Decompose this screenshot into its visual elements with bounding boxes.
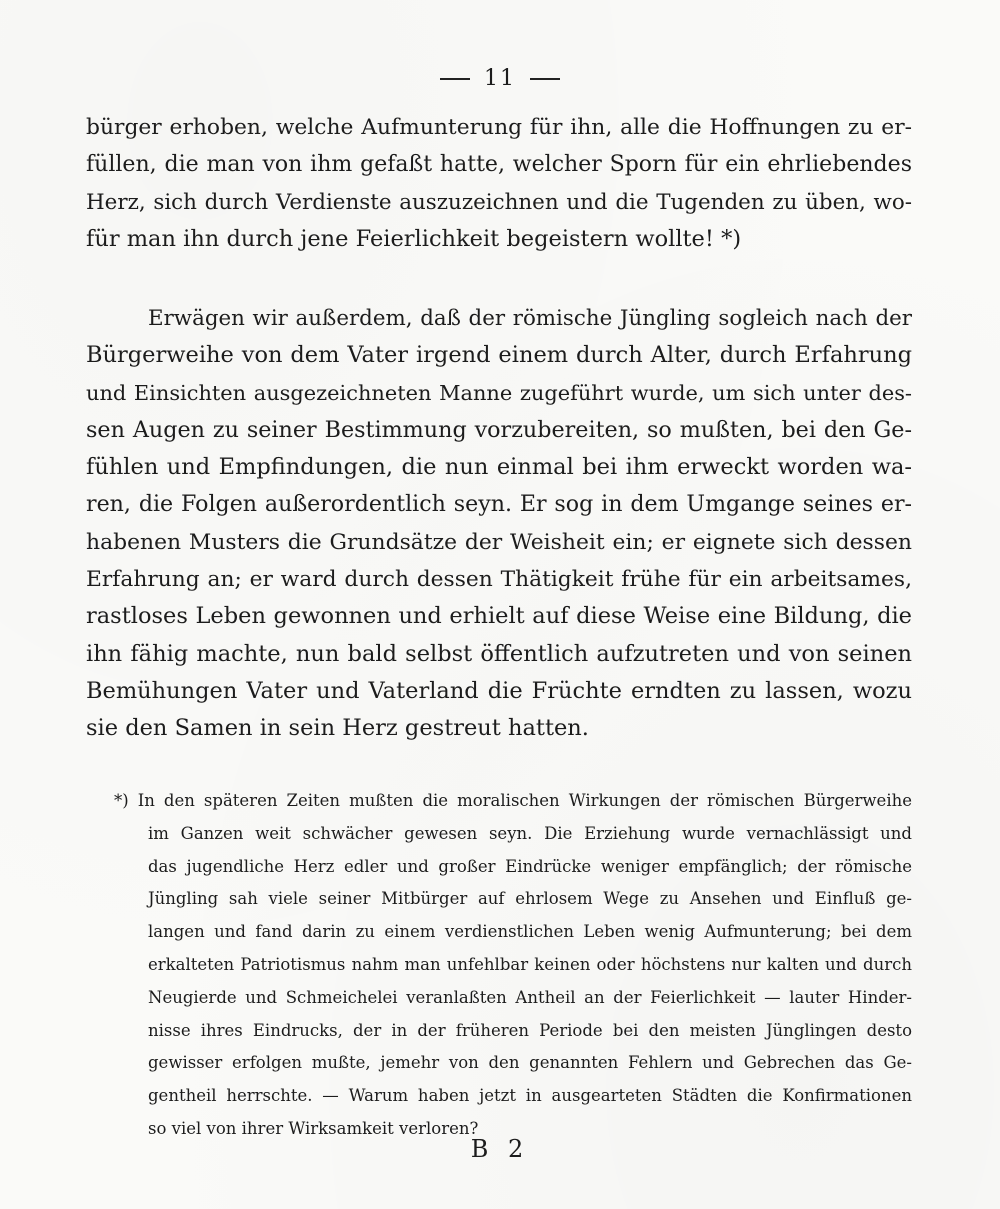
footnote-line: Neugierde und Schmeichelei veranlaßten Antheil an der Feierlichkeit — lauter Hinder- [148, 987, 912, 1007]
text-line: habenen Musters die Grundsätze der Weisheit ein; er eignete sich dessen [86, 529, 912, 555]
paragraph-1 [86, 109, 912, 258]
footnote [86, 785, 912, 1146]
footnote-line: nisse ihres Eindrucks, der in der früheren Periode bei den meisten Jünglingen desto [148, 1020, 912, 1040]
text-line: Erfahrung an; er ward durch dessen Thätigkeit frühe für ein arbeitsames, [86, 567, 912, 593]
text-line: und Einsichten ausgezeichneten Manne zugeführt wurde, um sich unter des- [86, 380, 912, 405]
footnote-line: gentheil herrschte. — Warum haben jetzt in ausgearteten Städten die Konfirmationen [148, 1086, 912, 1106]
text-line: für man ihn durch jene Feierlichkeit begeistern wollte! *) [86, 225, 742, 252]
footnote-line: langen und fand darin zu einem verdienstlichen Leben wenig Aufmunterung; bei dem [148, 922, 912, 942]
footnote-line: so viel von ihrer Wirksamkeit verloren? [148, 1118, 479, 1138]
header-dash-left [440, 78, 470, 80]
text-line: ren, die Folgen außerordentlich seyn. Er sog in dem Umgange seines er- [86, 491, 912, 518]
page-number: 11 [484, 66, 516, 91]
text-line: bürger erhoben, welche Aufmunterung für ihn, alle die Hoffnungen zu er- [86, 115, 912, 140]
text-line: sie den Samen in sein Herz gestreut hatten. [86, 715, 589, 742]
text-line: rastloses Leben gewonnen und erhielt auf diese Weise eine Bildung, die [86, 603, 912, 630]
text-line: ihn fähig machte, nun bald selbst öffentlich aufzutreten und von seinen [86, 640, 912, 667]
text-line: füllen, die man von ihm gefaßt hatte, welcher Sporn für ein ehrliebendes [86, 152, 912, 178]
footnote-line: das jugendliche Herz edler und großer Eindrücke weniger empfänglich; der römische [148, 856, 912, 876]
header-dash-right [530, 78, 560, 80]
footnote-line: gewisser erfolgen mußte, jemehr von den genannten Fehlern und Gebrechen das Ge- [148, 1053, 912, 1073]
paragraph-2 [86, 300, 912, 748]
text-line: Erwägen wir außerdem, daß der römische Jüngling sogleich nach der [148, 306, 912, 331]
printer-signature-mark: B 2 [470, 1135, 530, 1163]
footnote-line: im Ganzen weit schwächer gewesen seyn. Die Erziehung wurde vernachlässigt und [148, 823, 912, 843]
text-line: Bemühungen Vater und Vaterland die Früchte erndten zu lassen, wozu [86, 677, 912, 704]
text-line: sen Augen zu seiner Bestimmung vorzubereiten, so mußten, bei den Ge- [86, 416, 912, 443]
text-line: Bürgerweihe von dem Vater irgend einem durch Alter, durch Erfahrung [86, 342, 912, 369]
text-line: Herz, sich durch Verdienste auszuzeichnen und die Tugenden zu üben, wo- [86, 189, 912, 215]
footnote-line: Jüngling sah viele seiner Mitbürger auf ehrlosem Wege zu Ansehen und Einfluß ge- [148, 889, 912, 909]
text-line: fühlen und Empfindungen, die nun einmal bei ihm erweckt worden wa- [86, 454, 912, 481]
footnote-line: *) In den späteren Zeiten mußten die moralischen Wirkungen der römischen Bürgerweihe [114, 791, 912, 810]
page-header [0, 66, 1000, 91]
footnote-line: erkalteten Patriotismus nahm man unfehlbar keinen oder höchstens nur kalten und durch [148, 954, 912, 974]
